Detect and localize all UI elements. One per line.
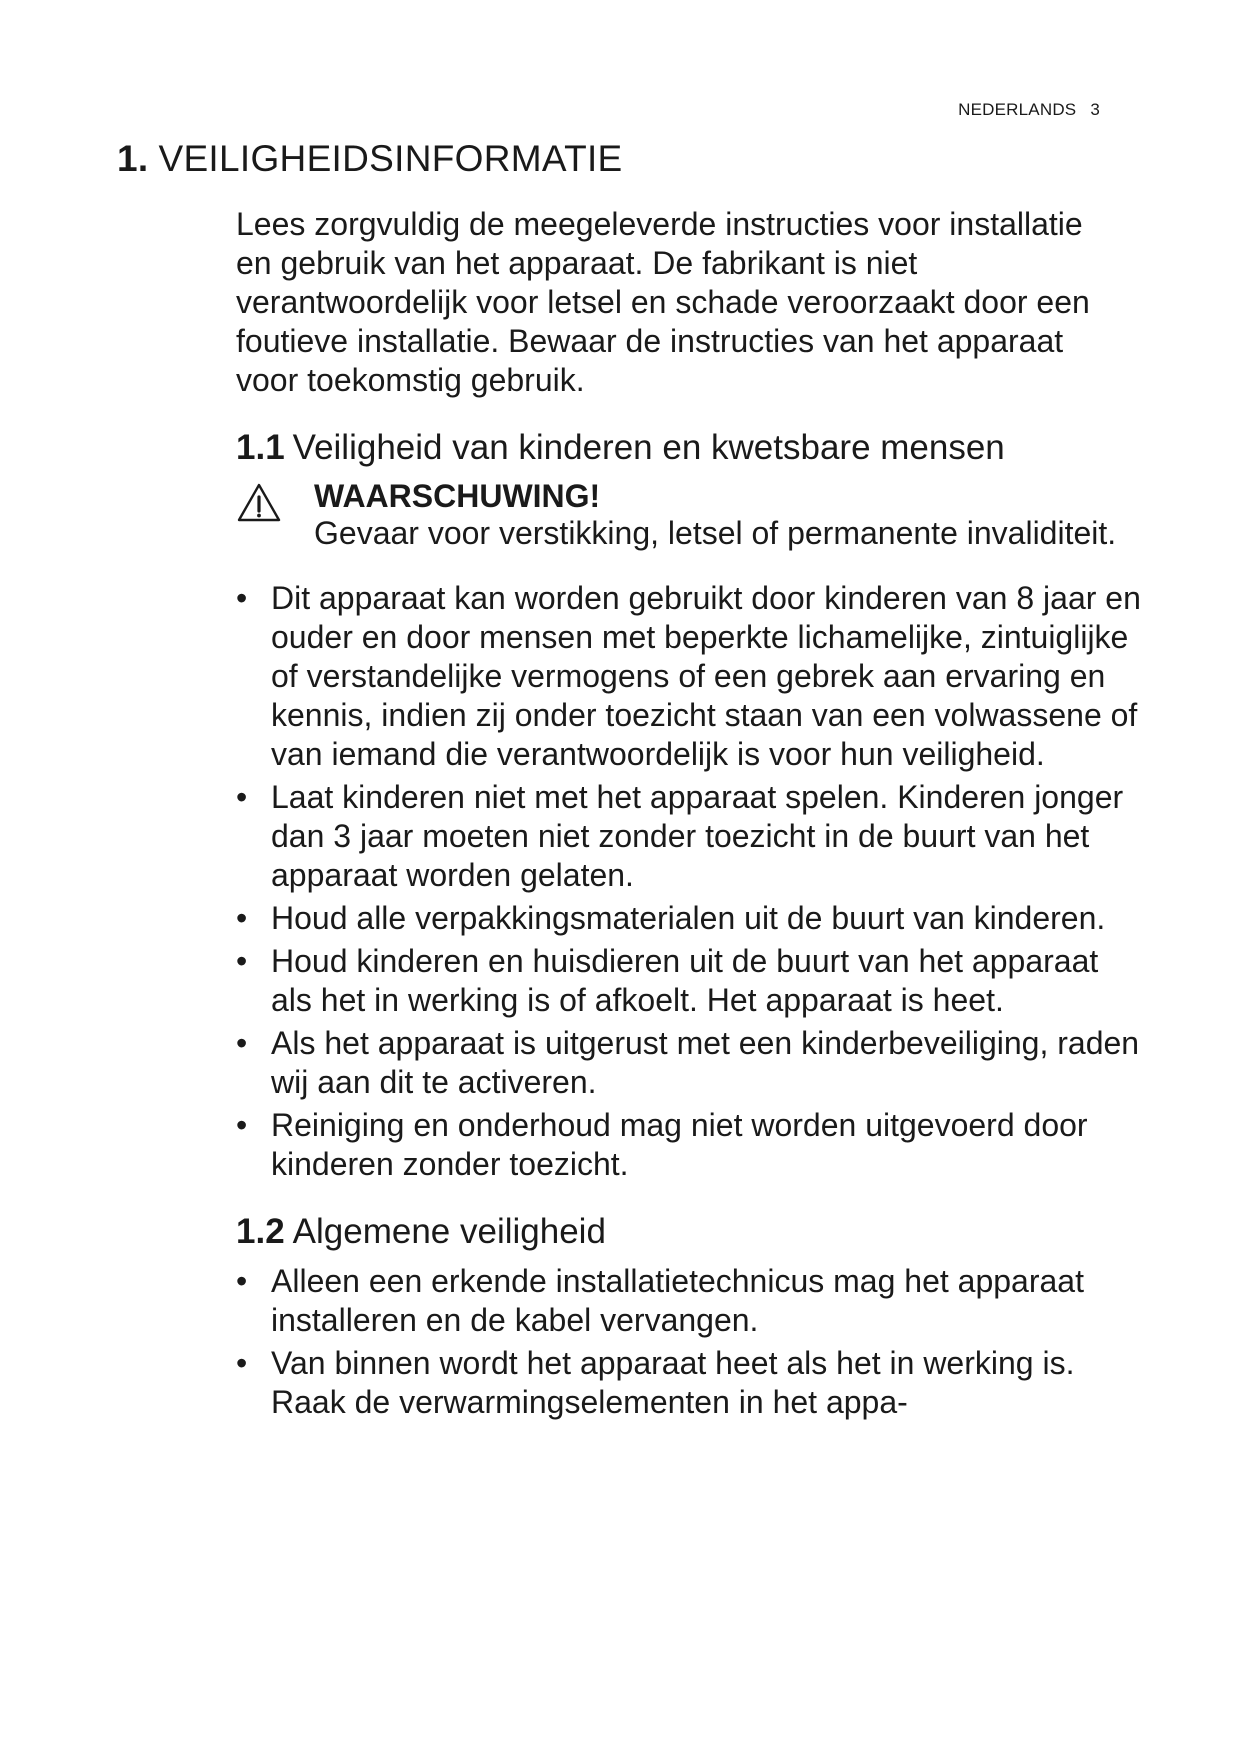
section-1-2-number: 1.2 <box>236 1212 285 1251</box>
list-item-text: • Van binnen wordt het apparaat heet als het in werking is. Raak de verwarmingselementen in het appa- <box>271 1345 1075 1420</box>
section-1-number: 1. <box>117 138 149 179</box>
section-1-2-title: Algemene veiligheid <box>292 1212 606 1251</box>
list-item-text: • Houd kinderen en huisdieren uit de buurt van het apparaat als het in werking is of afkoelt. Het apparaat is heet. <box>271 943 1099 1018</box>
list-item <box>236 942 1141 1020</box>
list-item-text: • Houd alle verpakkingsmaterialen uit de buurt van kinderen. <box>271 900 1106 936</box>
list-item <box>236 1262 1141 1340</box>
warning-triangle-icon <box>236 482 282 524</box>
child-safety-list <box>236 579 1141 1184</box>
header-language: NEDERLANDS <box>958 100 1077 119</box>
intro-paragraph: Lees zorgvuldig de meegeleverde instructies voor installatie en gebruik van het apparaat. De fabrikant is niet verantwoordelijk voor letsel en schade veroorzaakt door een foutieve installatie. Bewaar de instructies van het apparaat voor toekomstig gebruik. <box>236 206 1090 398</box>
section-1-1-number: 1.1 <box>236 428 285 467</box>
list-item <box>236 579 1141 774</box>
list-item-text: • Reiniging en onderhoud mag niet worden uitgevoerd door kinderen zonder toezicht. <box>271 1107 1088 1182</box>
general-safety-list <box>236 1262 1136 1422</box>
list-item <box>236 1106 1141 1184</box>
warning-block <box>236 478 1136 553</box>
section-1-heading <box>117 138 623 180</box>
page-number: 3 <box>1090 100 1100 119</box>
warning-title: WAARSCHUWING! <box>314 478 601 514</box>
section-1-1-heading <box>236 428 1136 468</box>
list-item-text: • Dit apparaat kan worden gebruikt door kinderen van 8 jaar en ouder en door mensen met beperkte lichamelijke, zintuiglijke of verstandelijke vermogens of een gebrek aan ervaring en kennis, indien zij onder toezicht staan van een volwassene of van iemand die verantwoordelijk is voor hun veiligheid. <box>271 580 1141 772</box>
list-item-text: • Laat kinderen niet met het apparaat spelen. Kinderen jonger dan 3 jaar moeten niet zonder toezicht in de buurt van het apparaat worden gelaten. <box>271 779 1124 893</box>
section-1-1-title: Veiligheid van kinderen en kwetsbare mensen <box>292 428 1005 467</box>
list-item-text: • Als het apparaat is uitgerust met een kinderbeveiliging, raden wij aan dit te activeren. <box>271 1025 1140 1100</box>
list-item <box>236 1344 1141 1422</box>
section-1-title: VEILIGHEIDSINFORMATIE <box>158 138 623 179</box>
section-1-2-heading <box>236 1212 1136 1252</box>
list-item <box>236 778 1141 895</box>
list-item-text: • Alleen een erkende installatietechnicus mag het apparaat installeren en de kabel vervangen. <box>271 1263 1084 1338</box>
running-header <box>958 100 1100 120</box>
list-item <box>236 899 1141 938</box>
content-column <box>236 205 1141 1450</box>
warning-text: Gevaar voor verstikking, letsel of permanente invaliditeit. <box>314 515 1117 551</box>
list-item <box>236 1024 1141 1102</box>
